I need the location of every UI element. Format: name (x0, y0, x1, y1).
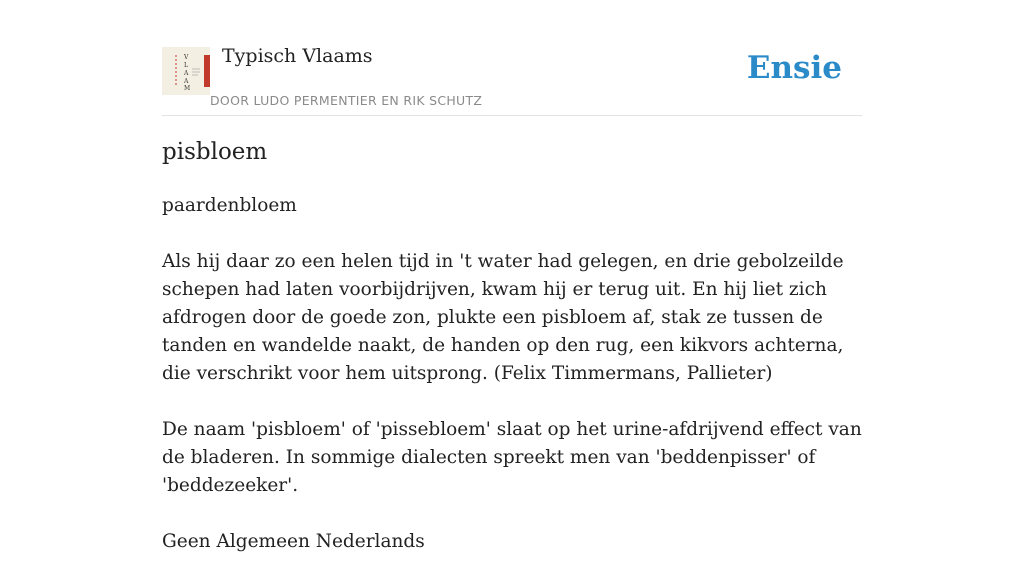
entry-definition: paardenbloem (162, 195, 297, 216)
entry-standard: Geen Algemeen Nederlands (162, 531, 425, 552)
book-authors: DOOR LUDO PERMENTIER EN RIK SCHUTZ (210, 93, 483, 108)
entry-quote: Als hij daar zo een helen tijd in 't water had gelegen, en drie gebolzeilde schepen had laten voorbijdrijven, kwam hij er terug uit. En hij liet zich afdrogen door de goede zon, plukte een pisbloem af, stak ze tussen de tanden en wandelde naakt, de handen op den rug, een kikvors achterna, die verschrikt voor hem uitsprong. (Felix Timmermans, Pallieter) (162, 251, 844, 384)
svg-text:M: M (184, 85, 191, 92)
book-logo-icon[interactable] (162, 47, 210, 95)
entry-content (162, 192, 862, 584)
svg-text:V: V (184, 54, 189, 61)
book-title[interactable]: Typisch Vlaams (222, 45, 373, 67)
entry-term: pisbloem (162, 139, 268, 165)
ensie-brand-link[interactable]: Ensie (746, 50, 842, 86)
svg-text:L: L (184, 62, 188, 69)
svg-text:A: A (184, 78, 189, 85)
header (162, 0, 862, 116)
entry-explanation: De naam 'pisbloem' of 'pissebloem' slaat op het urine-afdrijvend effect van de bladeren. In sommige dialecten spreekt men van 'beddenpisser' of 'beddezeeker'. (162, 419, 862, 496)
svg-text:A: A (184, 70, 189, 77)
